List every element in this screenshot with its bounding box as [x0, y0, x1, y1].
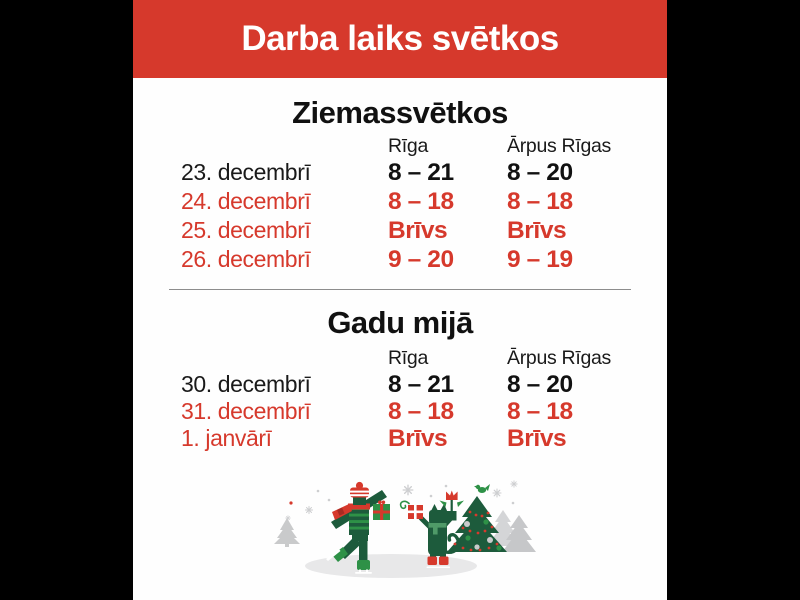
row-arpus-hours: 8 – 20 — [507, 371, 573, 398]
row-arpus-hours: 9 – 19 — [507, 246, 573, 273]
column-header-row — [133, 135, 667, 159]
poster-card — [133, 0, 667, 600]
gray-pine-tree-left — [274, 518, 300, 547]
row-date: 1. janvārī — [181, 425, 272, 451]
column-header-riga: Rīga — [388, 347, 428, 369]
gift-box-red — [401, 501, 423, 519]
row-date: 24. decembrī — [181, 188, 311, 214]
row-riga-hours: Brīvs — [388, 425, 448, 452]
table-row — [133, 425, 667, 452]
section-divider — [169, 289, 631, 290]
table-row — [133, 217, 667, 246]
section-heading-christmas: Ziemassvētkos — [292, 95, 508, 130]
poster-title: Darba laiks svētkos — [241, 19, 559, 58]
bird-icon — [474, 484, 490, 493]
beanie-hat — [350, 482, 369, 498]
table-row — [133, 371, 667, 398]
row-date: 26. decembrī — [181, 246, 311, 272]
winter-illustration — [133, 460, 667, 600]
row-arpus-hours: 8 – 20 — [507, 159, 573, 186]
row-riga-hours: 8 – 18 — [388, 188, 454, 215]
row-riga-hours: Brīvs — [388, 217, 448, 244]
row-arpus-hours: 8 – 18 — [507, 398, 573, 425]
row-arpus-hours: 8 – 18 — [507, 188, 573, 215]
row-date: 30. decembrī — [181, 371, 311, 397]
section-heading-new-year: Gadu mijā — [327, 305, 473, 340]
table-row — [133, 246, 667, 275]
row-arpus-hours: Brīvs — [507, 217, 567, 244]
row-riga-hours: 8 – 18 — [388, 398, 454, 425]
column-header-row — [133, 347, 667, 371]
table-row — [133, 398, 667, 425]
column-header-arpus-rigas: Ārpus Rīgas — [507, 347, 611, 369]
table-row — [133, 159, 667, 188]
row-arpus-hours: Brīvs — [507, 425, 567, 452]
column-header-riga: Rīga — [388, 135, 428, 157]
row-riga-hours: 8 – 21 — [388, 371, 454, 398]
row-date: 31. decembrī — [181, 398, 311, 424]
row-date: 25. decembrī — [181, 217, 311, 243]
column-header-arpus-rigas: Ārpus Rīgas — [507, 135, 611, 157]
table-row — [133, 188, 667, 217]
row-riga-hours: 9 – 20 — [388, 246, 454, 273]
title-banner — [133, 0, 667, 78]
row-riga-hours: 8 – 21 — [388, 159, 454, 186]
row-date: 23. decembrī — [181, 159, 311, 185]
